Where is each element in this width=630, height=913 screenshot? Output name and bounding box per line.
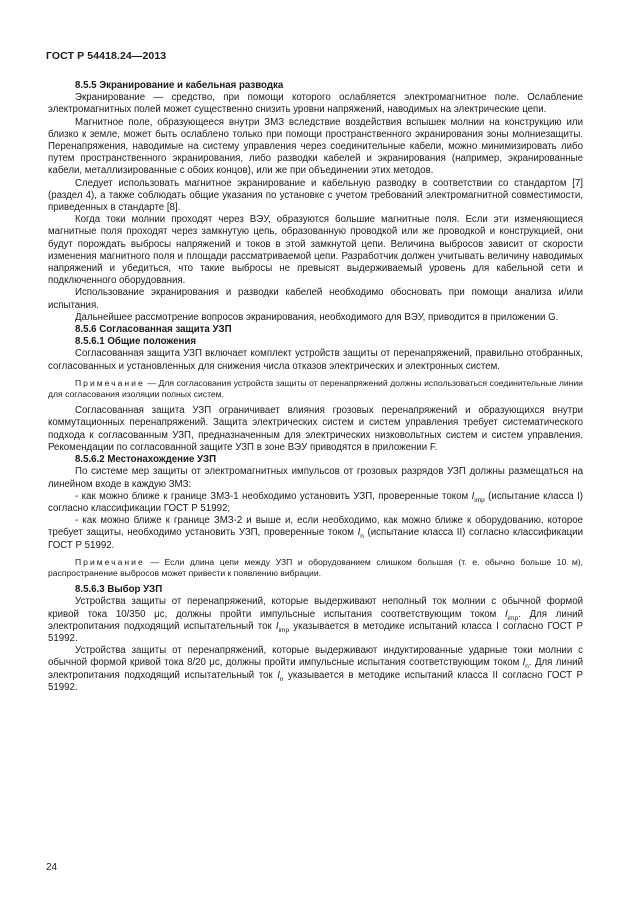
heading-8-5-6-3: 8.5.6.3 Выбор УЗП <box>75 584 163 596</box>
standard-header: ГОСТ Р 54418.24—2013 <box>46 50 167 62</box>
paragraph: Следует использовать магнитное экранирование и кабельную разводку в соответствии со стандартом [7] (раздел 4), а также соблюдать общие указания по установке с учетом требований электромагнитной совместимости, приведенных в стандарте [8]. <box>48 177 583 214</box>
heading-8-5-6-2: 8.5.6.2 Местонахождение УЗП <box>75 454 217 466</box>
paragraph: Согласованная защита УЗП ограничивает влияния грозовых перенапряжений и образующихся внутри коммутационных перенапряжений. Защита электрических систем и систем управления требует систематического подхода к согласованным УЗП, предназначенным для электрических низковольтных систем и систем управления. Рекомендации по согласованной защите УЗП в зоне ВЭУ приводятся в приложении F. <box>48 405 583 453</box>
heading-8-5-5: 8.5.5 Экранирование и кабельная разводка <box>75 80 284 91</box>
paragraph: Использование экранирования и разводки кабелей необходимо обосновать при помощи анализа и/или испытания. <box>48 287 583 311</box>
page-number: 24 <box>46 862 58 873</box>
note <box>48 378 583 400</box>
paragraph: Дальнейшее рассмотрение вопросов экранирования, необходимого для ВЭУ, приводится в приложении G. <box>75 311 559 323</box>
paragraph: Согласованная защита УЗП включает комплект устройств защиты от перенапряжений, правильно отобранных, согласованных и установленных для снижения числа отказов электрических и электронных систем. <box>48 348 583 372</box>
heading-8-5-6-1: 8.5.6.1 Общие положения <box>75 336 196 348</box>
note-label: Примечание <box>75 377 145 388</box>
list-item: - как можно ближе к границе ЗМЗ-2 и выше и, если необходимо, как можно ближе к оборудованию, которое требует защиты, необходимо установить УЗП, проверенные током $I_n$ (испытание класса II) согласно классификации ГОСТ Р 51992. <box>48 515 583 551</box>
list-item: - как можно ближе к границе ЗМЗ-1 необходимо установить УЗП, проверенные током $I_{imp}$ (испытание класса I) согласно классификации ГОСТ Р 51992; <box>48 490 583 514</box>
note-text: — Для согласования устройств защиты от перенапряжений должны использоваться соединительные линии для согласования изоляции полных систем. <box>48 377 583 400</box>
note <box>48 557 583 579</box>
document-body <box>48 80 583 694</box>
heading-8-5-6: 8.5.6 Согласованная защита УЗП <box>75 324 232 336</box>
paragraph: По системе мер защиты от электромагнитных импульсов от грозовых разрядов УЗП должны размещаться на линейном входе в каждую ЗМЗ: <box>48 466 583 490</box>
paragraph: Устройства защиты от перенапряжений, которые выдерживают индуктированные ударные токи молнии с обычной формой кривой тока 8/20 μс, должны пройти импульсные испытания соответствующим током $I_n$. Для линий электропитания подходящий испытательный ток $I_n$ указывается в методике испытаний класса II согласно ГОСТ Р 51992. <box>48 645 583 693</box>
paragraph: Экранирование — средство, при помощи которого ослабляется электромагнитное поле. Ослабление электромагнитных полей может существенно снизить уровни напряжений, наводимых на электрические цепи. <box>48 92 583 116</box>
note-label: Примечание <box>75 556 145 567</box>
note-text: — Если длина цепи между УЗП и оборудованием слишком большая (т. е. обычно больше 10 м), распространение выбросов может привести к появлению вибрации. <box>48 556 583 578</box>
paragraph: Магнитное поле, образующееся внутри ЗМЗ вследствие воздействия вспышек молнии на конструкцию или близко к земле, может быть ослаблено только при помощи пространственного экранирования зоны молниезащиты. Перенапряжения, наводимые на систему управления через соединительные кабели, можно минимизировать либо путем пространственного экранирования, либо разводки кабелей и экранирования (например, экранированные кабели, металлизированные с обоих концов), или же при объединении этих методов. <box>48 116 583 177</box>
paragraph: Когда токи молнии проходят через ВЭУ, образуются большие магнитные поля. Если эти изменяющиеся магнитные поля проходят через замкнутую цепь, образованную проводкой или же проводкой и конструкцией, они будут порождать выбросы напряжений и токов в этой замкнутой цепи. Величина выбросов зависит от скорости изменения магнитного поля и площади рассматриваемой цепи. Разработчик должен учитывать величину наводимых напряжений и убедиться, что такие выбросы не превысят выдерживаемый уровень для кабельной сети и подключенного оборудования. <box>48 214 583 287</box>
paragraph: Устройства защиты от перенапряжений, которые выдерживают неполный ток молнии с обычной формой кривой тока 10/350 μс, должны пройти импульсные испытания соответствующим током $I_{imp}$. Для линий электропитания подходящий испытательный ток $I_{imp}$ указывается в методике испытаний класса I согласно ГОСТ Р 51992. <box>48 596 583 644</box>
